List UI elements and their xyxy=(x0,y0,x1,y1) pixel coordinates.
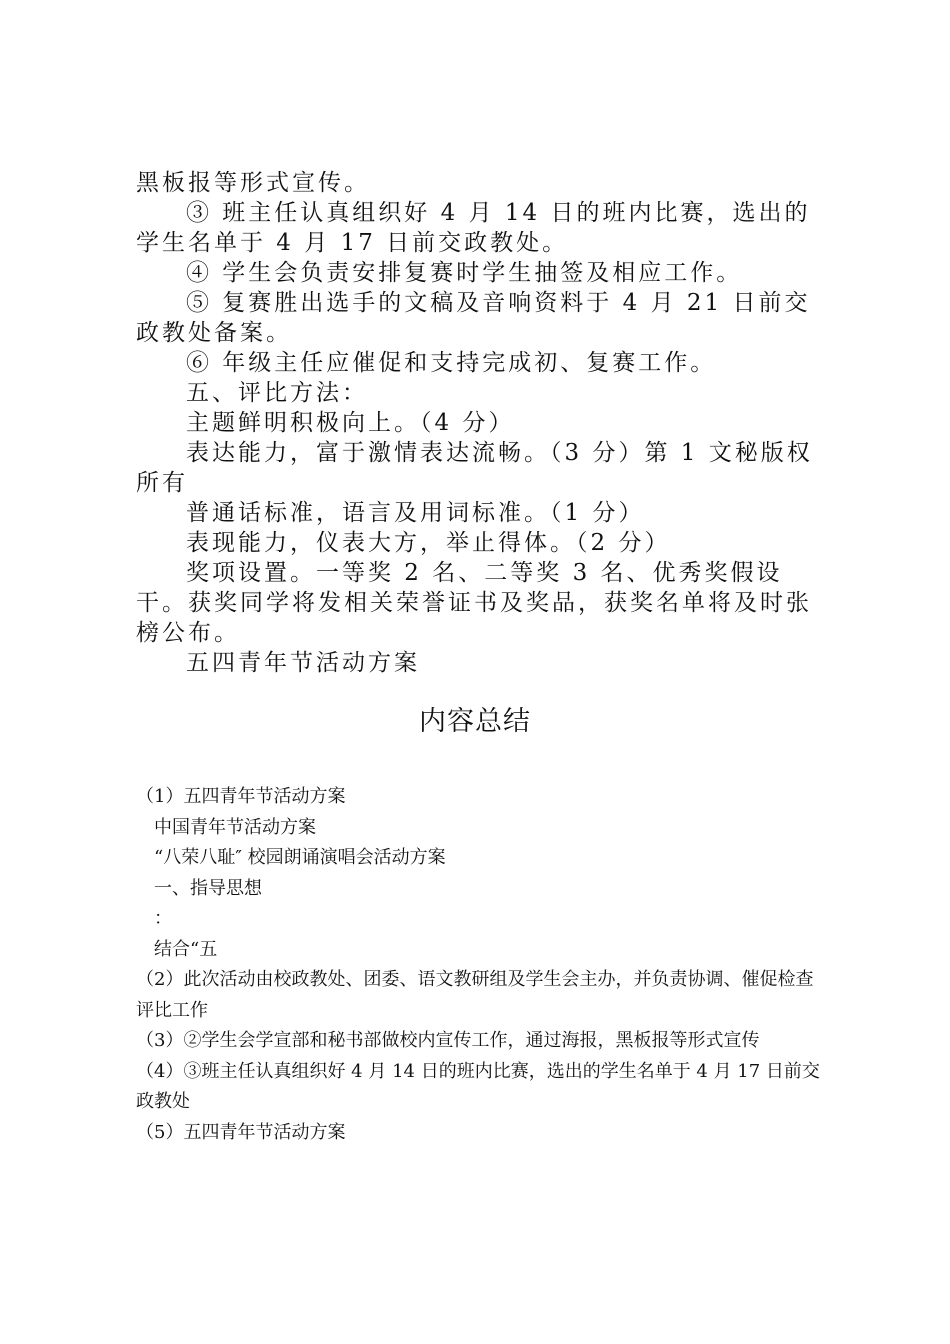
body-paragraph: ③ 班主任认真组织好 4 月 14 日的班内比赛，选出的学生名单于 4 月 17 日前交政教处。 xyxy=(136,200,811,256)
body-paragraph: ⑤ 复赛胜出选手的文稿及音响资料于 4 月 21 日前交政教处备案。 xyxy=(136,290,811,346)
summary-item: （3）②学生会学宣部和秘书部做校内宣传工作，通过海报，黑板报等形式宣传 xyxy=(136,1030,760,1051)
summary-item: 一、指导思想 xyxy=(154,877,262,899)
summary-item: ： xyxy=(154,908,172,929)
summary-title: 内容总结 xyxy=(419,706,531,737)
summary-item: （2）此次活动由校政教处、团委、语文教研组及学生会主办，并负责协调、催促检查评比工作 xyxy=(136,969,814,1021)
summary-list xyxy=(136,782,826,1148)
section-heading: 五、评比方法： xyxy=(186,380,368,406)
summary-item: （1）五四青年节活动方案 xyxy=(136,786,346,807)
body-paragraph: 普通话标准，语言及用词标准。（1 分） xyxy=(186,500,645,526)
summary-item: （5）五四青年节活动方案 xyxy=(136,1121,346,1143)
body-paragraph: 黑板报等形式宣传。 xyxy=(136,170,370,196)
summary-item: （4）③班主任认真组织好 4 月 14 日的班内比赛，选出的学生名单于 4 月 17 日前交政教处 xyxy=(136,1060,820,1112)
body-paragraph: 五四青年节活动方案 xyxy=(186,650,420,676)
body-paragraph: 奖项设置。一等奖 2 名、二等奖 3 名、优秀奖假设干。获奖同学将发相关荣誉证书及奖品，获奖名单将及时张榜公布。 xyxy=(136,560,812,646)
body-text xyxy=(136,168,826,678)
body-paragraph: 表达能力，富于激情表达流畅。（3 分）第 1 文秘版权所有 xyxy=(136,440,813,496)
summary-item: 中国青年节活动方案 xyxy=(154,816,316,838)
body-paragraph: 主题鲜明积极向上。（4 分） xyxy=(186,410,515,436)
body-paragraph: ④ 学生会负责安排复赛时学生抽签及相应工作。 xyxy=(186,260,743,286)
summary-item: 结合“五 xyxy=(154,938,218,960)
body-paragraph: ⑥ 年级主任应催促和支持完成初、复赛工作。 xyxy=(186,350,717,376)
body-paragraph: 表现能力，仪表大方，举止得体。（2 分） xyxy=(186,530,671,556)
summary-item: “八荣八耻″ 校园朗诵演唱会活动方案 xyxy=(154,847,446,868)
